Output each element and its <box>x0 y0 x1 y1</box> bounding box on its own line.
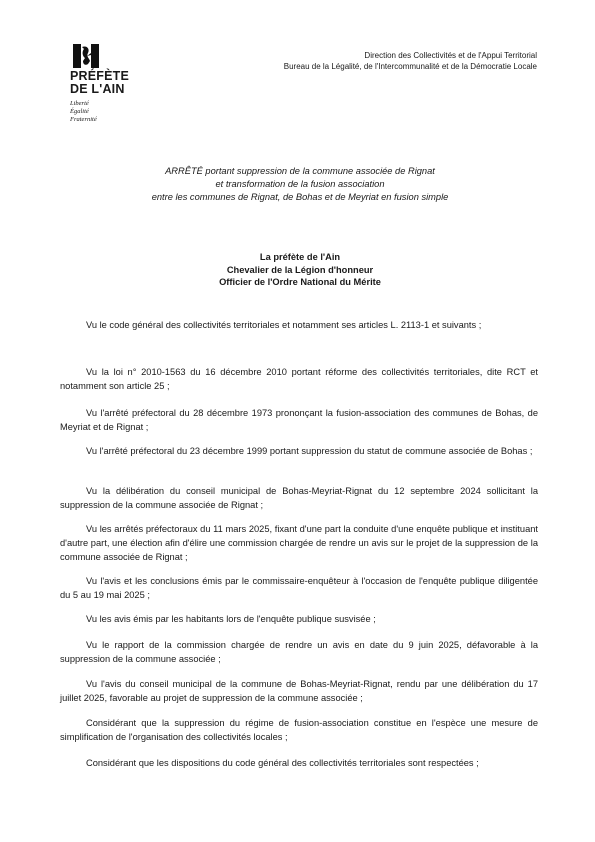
decree-title-line2: et transformation de la fusion association <box>215 179 385 189</box>
prefecture-logo <box>70 44 160 124</box>
service-direction: Direction des Collectivités et de l'Appui Territorial <box>364 51 537 60</box>
motto-liberte: Liberté <box>70 100 89 107</box>
signing-authority <box>140 251 460 289</box>
visa-avis-habitants: Vu les avis émis par les habitants lors de l'enquête publique susvisée ; <box>86 614 376 624</box>
visa-deliberation-2024: Vu la délibération du conseil municipal de Bohas-Meyriat-Rignat du 12 septembre 2024 sollicitant la suppression de la commune associée de Rignat ; <box>60 486 538 510</box>
visa-arrete-1973: Vu l'arrêté préfectoral du 28 décembre 1973 prononçant la fusion-association des communes de Bohas, de Meyriat et de Rignat ; <box>60 408 538 432</box>
visa-rapport-commission: Vu le rapport de la commission chargée de rendre un avis en date du 9 juin 2025, défavorable à la suppression de la commune associée ; <box>60 640 538 664</box>
marianne-emblem-icon <box>73 44 99 68</box>
visa-loi-rct: Vu la loi n° 2010-1563 du 16 décembre 2010 portant réforme des collectivités territoriales, dite RCT et notamment son article 25 ; <box>60 367 538 391</box>
issuing-service <box>284 50 537 72</box>
visa-arretes-2025: Vu les arrêtés préfectoraux du 11 mars 2025, fixant d'une part la conduite d'une enquête publique et instituant d'autre part, une élection afin d'élire une commission chargée de rendre un avis sur le projet de la suppression de la commune associée de Rignat ; <box>60 524 538 562</box>
motto-egalite: Égalité <box>70 108 89 115</box>
authority-honour-2: Officier de l'Ordre National du Mérite <box>219 277 381 287</box>
service-bureau: Bureau de la Légalité, de l'Intercommunalité et de la Démocratie Locale <box>283 62 537 71</box>
decree-title-line3: entre les communes de Rignat, de Bohas et de Meyriat en fusion simple <box>151 192 449 202</box>
visa-commissaire-enqueteur: Vu l'avis et les conclusions émis par le commissaire-enquêteur à l'occasion de l'enquête publique diligentée du 5 au 19 mai 2025 ; <box>60 576 538 600</box>
authority-honour-1: Chevalier de la Légion d'honneur <box>226 264 374 275</box>
visa-avis-conseil: Vu l'avis du conseil municipal de la commune de Bohas-Meyriat-Rignat, rendu par une délibération du 17 juillet 2025, favorable au projet de suppression de la commune associée ; <box>60 679 538 703</box>
decree-title-line1: ARRÊTÉ portant suppression de la commune associée de Rignat <box>165 166 435 176</box>
logo-title-line1: PRÉFÈTE <box>70 69 130 83</box>
decree-title <box>100 165 500 204</box>
republic-motto <box>70 100 160 124</box>
visa-cgct: Vu le code général des collectivités territoriales et notamment ses articles L. 2113-1 et suivants ; <box>86 320 482 330</box>
considerant-simplification: Considérant que la suppression du régime de fusion-association constitue en l'espèce une mesure de simplification de l'organisation des collectivités locales ; <box>60 718 538 742</box>
logo-title-line2: DE L'AIN <box>70 82 125 96</box>
considerant-dispositions: Considérant que les dispositions du code général des collectivités territoriales sont respectées ; <box>86 758 479 768</box>
visa-arrete-1999: Vu l'arrêté préfectoral du 23 décembre 1999 portant suppression du statut de commune associée de Bohas ; <box>86 446 533 456</box>
authority-name: La préfète de l'Ain <box>259 252 341 262</box>
logo-title <box>70 70 160 96</box>
motto-fraternite: Fraternité <box>70 116 97 123</box>
